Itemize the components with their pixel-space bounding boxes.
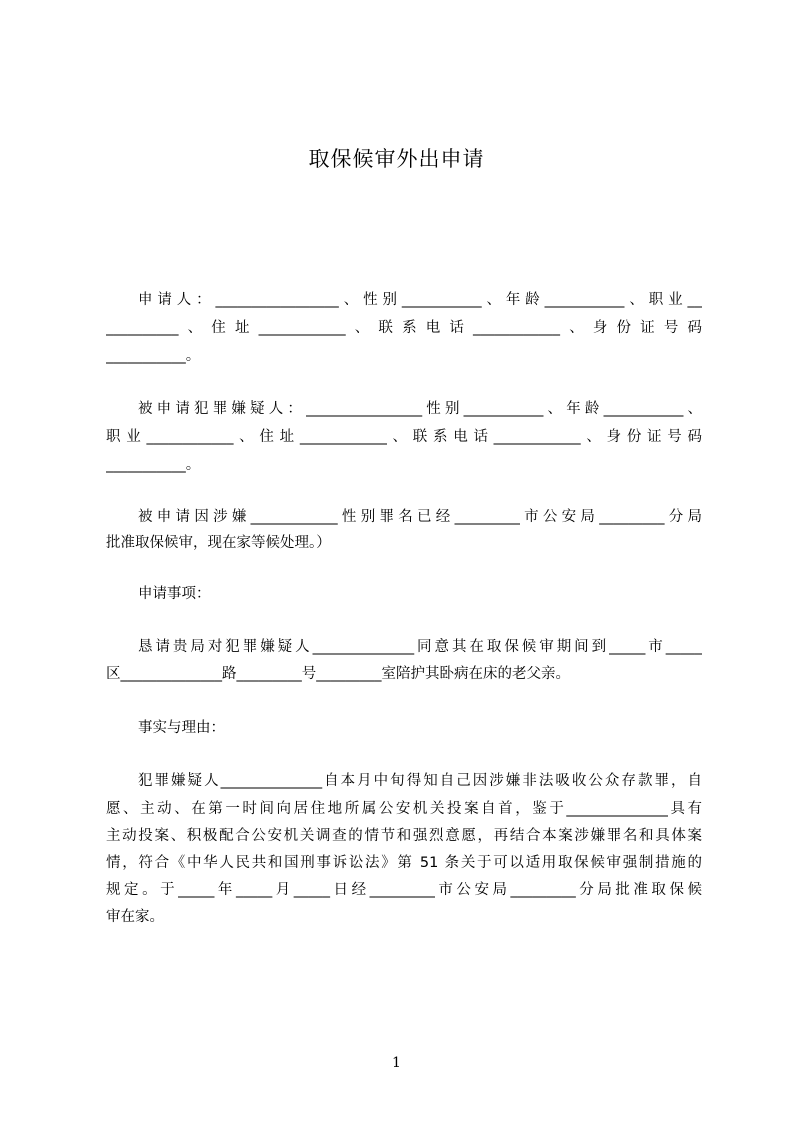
applicant-line-3: ___________。 (106, 348, 201, 364)
suspect-line-2: 职业____________、住址____________、联系电话____________、身份证号码 (106, 429, 702, 445)
request-line-1: 恳请贵局对犯罪嫌疑人______________同意其在取保候审期间到_____市_____ (138, 639, 702, 655)
reasons-line-5: 规定。于_____年_____月_____日经_________市公安局_________分局批准取保候 (106, 882, 702, 898)
suspect-line-1: 被申请犯罪嫌疑人：________________性别___________、年龄___________、 (138, 401, 702, 417)
reasons-line-3: 主动投案、积极配合公安机关调查的情节和强烈意愿，再结合本案涉嫌罪名和具体案 (106, 828, 702, 844)
case-line-2: 批准取保候审，现在家等候处理。） (106, 535, 331, 551)
request-line-2: 区______________路_________号_________室陪护其卧病在床的老父亲。 (106, 666, 570, 682)
reasons-line-6: 审在家。 (106, 909, 164, 925)
document-title: 取保候审外出申请 (308, 147, 485, 171)
case-line-1: 被申请因涉嫌____________性别罪名已经_________市公安局_________分局 (138, 509, 702, 525)
request-heading: 申请事项： (138, 586, 211, 602)
applicant-line-1: 申请人：_________________、性别___________、年龄___________、职业__ (138, 292, 702, 308)
applicant-line-2: __________、住址____________、联系电话____________、身份证号码 (106, 320, 702, 336)
reasons-line-2: 愿、主动、在第一时间向居住地所属公安机关投案自首，鉴于______________具有 (106, 801, 702, 817)
suspect-line-3: ___________。 (106, 457, 201, 473)
reasons-heading: 事实与理由： (138, 720, 225, 736)
reasons-line-1: 犯罪嫌疑人______________自本月中旬得知自己因涉嫌非法吸收公众存款罪，自 (138, 773, 702, 789)
reasons-line-4: 情，符合《中华人民共和国刑事诉讼法》第 51 条关于可以适用取保候审强制措施的 (106, 855, 702, 871)
page-number: 1 (392, 1055, 401, 1071)
